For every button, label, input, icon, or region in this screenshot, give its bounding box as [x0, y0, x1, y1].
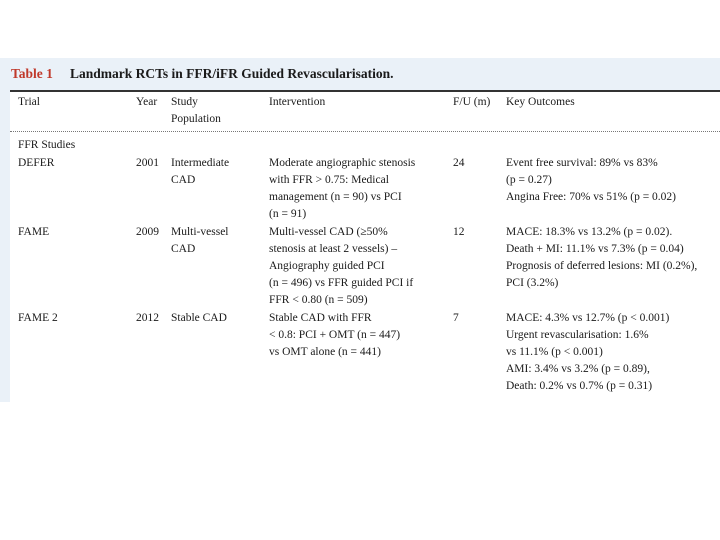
header-followup: F/U (m)	[453, 96, 491, 108]
row-trial: FAME 2	[18, 312, 58, 324]
intervention-line: stenosis at least 2 vessels) –	[269, 243, 398, 255]
row-year: 2012	[136, 312, 159, 324]
header-population-line: Population	[171, 113, 221, 125]
row-outcomes	[506, 224, 697, 292]
header-year: Year	[136, 96, 158, 108]
outcome-line: Death: 0.2% vs 0.7% (p = 0.31)	[506, 380, 653, 392]
population-line: Stable CAD	[171, 312, 227, 324]
row-year: 2009	[136, 226, 159, 238]
row-population	[171, 310, 227, 327]
document-page	[0, 58, 720, 402]
outcome-line: AMI: 3.4% vs 3.2% (p = 0.89),	[506, 363, 650, 375]
row-year: 2001	[136, 157, 159, 169]
table	[10, 90, 720, 402]
intervention-line: (n = 91)	[269, 208, 307, 220]
table-title: Landmark RCTs in FFR/iFR Guided Revascularisation.	[70, 66, 394, 81]
outcome-line: (p = 0.27)	[506, 174, 552, 186]
header-trial: Trial	[18, 96, 40, 108]
population-line: Intermediate	[171, 157, 230, 169]
table-caption	[0, 58, 720, 90]
outcome-line: vs 11.1% (p < 0.001)	[506, 346, 603, 358]
table-top-rule	[10, 90, 720, 92]
intervention-line: Multi-vessel CAD (≥50%	[269, 226, 388, 238]
intervention-line: (n = 496) vs FFR guided PCI if	[269, 277, 414, 289]
intervention-line: vs OMT alone (n = 441)	[269, 346, 381, 358]
intervention-line: Moderate angiographic stenosis	[269, 157, 416, 169]
intervention-line: with FFR > 0.75: Medical	[269, 174, 389, 186]
row-outcomes	[506, 155, 676, 206]
row-intervention	[269, 155, 415, 223]
row-outcomes	[506, 310, 669, 395]
row-population	[171, 224, 229, 258]
row-trial: FAME	[18, 226, 50, 238]
intervention-line: Angiography guided PCI	[269, 260, 385, 272]
intervention-line: management (n = 90) vs PCI	[269, 191, 402, 203]
outcome-line: MACE: 18.3% vs 13.2% (p = 0.02).	[506, 226, 673, 238]
population-line: CAD	[171, 174, 196, 186]
header-population-line: Study	[171, 96, 198, 108]
outcome-line: Event free survival: 89% vs 83%	[506, 157, 658, 169]
header-rule	[10, 131, 720, 132]
outcome-line: Death + MI: 11.1% vs 7.3% (p = 0.04)	[506, 243, 684, 255]
intervention-line: Stable CAD with FFR	[269, 312, 372, 324]
section-label: FFR Studies	[18, 139, 76, 151]
intervention-line: FFR < 0.80 (n = 509)	[269, 294, 368, 306]
row-followup: 12	[453, 226, 465, 238]
population-line: Multi-vessel	[171, 226, 229, 238]
header-intervention: Intervention	[269, 96, 326, 108]
outcome-line: PCI (3.2%)	[506, 277, 559, 289]
row-intervention	[269, 310, 400, 361]
outcome-line: Prognosis of deferred lesions: MI (0.2%),	[506, 260, 698, 272]
row-intervention	[269, 224, 413, 309]
population-line: CAD	[171, 243, 196, 255]
intervention-line: < 0.8: PCI + OMT (n = 447)	[269, 329, 401, 341]
outcome-line: Urgent revascularisation: 1.6%	[506, 329, 649, 341]
outcome-line: Angina Free: 70% vs 51% (p = 0.02)	[506, 191, 677, 203]
table-label: Table 1	[11, 66, 53, 81]
row-followup: 7	[453, 312, 459, 324]
row-followup: 24	[453, 157, 465, 169]
header-population	[171, 94, 221, 128]
row-trial: DEFER	[18, 157, 55, 169]
outcome-line: MACE: 4.3% vs 12.7% (p < 0.001)	[506, 312, 670, 324]
row-population	[171, 155, 229, 189]
header-outcomes: Key Outcomes	[506, 96, 575, 108]
